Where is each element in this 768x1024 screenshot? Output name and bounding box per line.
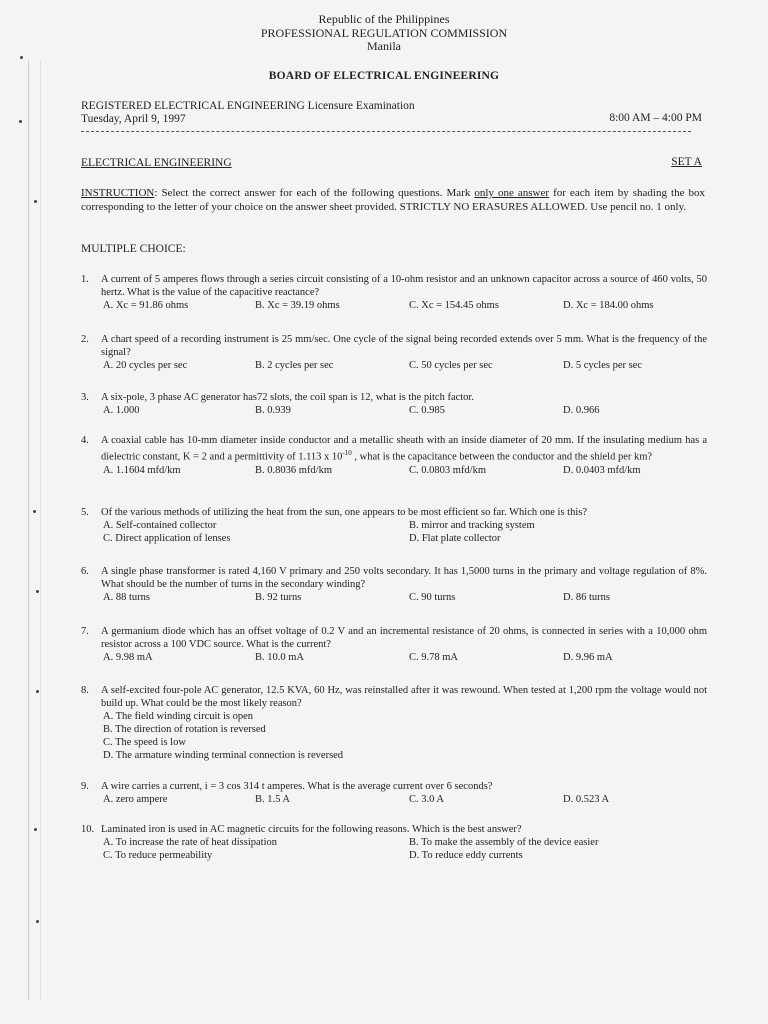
exponent: -10 <box>342 449 352 457</box>
option-d: D. 5 cycles per sec <box>563 360 643 371</box>
options <box>103 710 707 762</box>
question-3 <box>81 391 707 417</box>
punch-mark <box>36 920 39 923</box>
option-b: B. 0.8036 mfd/km <box>255 464 333 476</box>
punch-mark <box>20 56 23 59</box>
question-number: 5. <box>81 507 89 518</box>
option-b: B. mirror and tracking system <box>409 520 535 531</box>
question-1 <box>81 273 707 312</box>
option-c: C. 0.0803 mfd/km <box>409 464 487 476</box>
punch-mark <box>19 120 22 123</box>
exam-date: Tuesday, April 9, 1997 <box>81 113 186 125</box>
option-c: C. 9.78 mA <box>409 652 459 663</box>
options <box>103 359 707 372</box>
question-stem: A current of 5 amperes flows through a series circuit consisting of a 10-ohm resistor and an unknown capacitor across a source of 460 volts, 50 hertz. What is the value of the capacitive reactance? <box>101 274 707 298</box>
option-c: C. To reduce permeability <box>103 850 213 861</box>
option-b: B. To make the assembly of the device easier <box>409 837 599 848</box>
question-number: 1. <box>81 274 89 285</box>
question-stem: A germanium diode which has an offset voltage of 0.2 V and an incremental resistance of 20 ohms, is connected in series with a 10,000 ohm resistor across a 100 VDC source. What is the current? <box>101 626 707 650</box>
document-header <box>0 13 768 54</box>
option-d: D. To reduce eddy currents <box>409 850 523 861</box>
option-b: B. 1.5 A <box>255 794 291 805</box>
option-a: A. 20 cycles per sec <box>103 360 188 371</box>
question-number: 6. <box>81 566 89 577</box>
stem-text: A coaxial cable has 10-mm diameter inside conductor and a metallic sheath with an inside diameter of 20 mm. If the insulating medium has a dielectric constant, K = 2 and a permittivity of 1.113 x 10 <box>101 435 707 463</box>
section-title: MULTIPLE CHOICE: <box>81 243 186 255</box>
options <box>103 464 707 477</box>
options <box>103 299 707 312</box>
option-d: D. Flat plate collector <box>409 533 501 544</box>
instruction-text: : Select the correct answer for each of the following questions. Mark <box>154 187 475 199</box>
question-10 <box>81 823 707 862</box>
question-number: 10. <box>81 824 95 835</box>
option-c: C. Xc = 154.45 ohms <box>409 300 499 311</box>
option-c: C. 90 turns <box>409 592 456 603</box>
question-4 <box>81 434 707 477</box>
question-8 <box>81 684 707 762</box>
punch-mark <box>36 690 39 693</box>
punch-mark <box>34 200 37 203</box>
page-edge-line <box>40 60 41 1000</box>
options <box>103 519 707 545</box>
question-stem: A six-pole, 3 phase AC generator has72 slots, the coil span is 12, what is the pitch factor. <box>101 392 474 403</box>
exam-time: 8:00 AM – 4:00 PM <box>609 112 702 124</box>
option-b: B. 92 turns <box>255 592 302 603</box>
question-stem: A chart speed of a recording instrument is 25 mm/sec. One cycle of the signal being recorded extends over 5 mm. What is the frequency of the signal? <box>101 334 707 358</box>
option-d: D. 9.96 mA <box>563 652 613 663</box>
option-b: B. 2 cycles per sec <box>255 360 334 371</box>
city-line: Manila <box>367 39 401 53</box>
options <box>103 404 707 417</box>
option-d: D. 86 turns <box>563 592 610 603</box>
option-b: B. 10.0 mA <box>255 652 305 663</box>
divider <box>81 131 691 132</box>
option-a: A. The field winding circuit is open <box>103 711 253 722</box>
board-title: BOARD OF ELECTRICAL ENGINEERING <box>268 70 500 82</box>
option-b: B. 0.939 <box>255 405 291 416</box>
option-c: C. 3.0 A <box>409 794 445 805</box>
options <box>103 793 707 806</box>
option-a: A. 1.1604 mfd/km <box>103 464 181 476</box>
options <box>103 591 707 604</box>
option-d: D. Xc = 184.00 ohms <box>563 300 654 311</box>
exam-title: REGISTERED ELECTRICAL ENGINEERING Licensure Examination <box>81 100 415 112</box>
agency-line: PROFESSIONAL REGULATION COMMISSION <box>260 25 508 40</box>
option-d: D. 0.0403 mfd/km <box>563 464 641 476</box>
question-7 <box>81 625 707 664</box>
option-b: B. Xc = 39.19 ohms <box>255 300 340 311</box>
set-label: SET A <box>671 156 702 168</box>
instruction-paragraph <box>81 186 705 214</box>
subject-title: ELECTRICAL ENGINEERING <box>81 157 232 169</box>
punch-mark <box>33 510 36 513</box>
option-c: C. The speed is low <box>103 737 186 748</box>
question-6 <box>81 565 707 604</box>
punch-mark <box>36 590 39 593</box>
question-number: 2. <box>81 334 89 345</box>
question-5 <box>81 506 707 545</box>
options <box>103 836 707 862</box>
question-2 <box>81 333 707 372</box>
option-c: C. Direct application of lenses <box>103 533 231 544</box>
option-a: A. zero ampere <box>103 794 168 805</box>
question-9 <box>81 780 707 806</box>
country-line: Republic of the Philippines <box>318 12 450 26</box>
question-number: 3. <box>81 392 89 403</box>
punch-mark <box>34 828 37 831</box>
stem-text: , what is the capacitance between the conductor and the shield per km? <box>351 451 653 463</box>
instruction-label: INSTRUCTION <box>81 187 155 199</box>
option-a: A. 1.000 <box>103 405 140 416</box>
question-number: 8. <box>81 685 89 696</box>
question-stem: A single phase transformer is rated 4,160 V primary and 250 volts secondary. It has 1,5000 turns in the primary and voltage regulation of 8%. What should be the number of turns in the secondary winding? <box>101 566 707 590</box>
question-stem: Laminated iron is used in AC magnetic circuits for the following reasons. Which is the best answer? <box>101 824 522 835</box>
question-number: 7. <box>81 626 89 637</box>
option-a: A. 9.98 mA <box>103 652 153 663</box>
option-a: A. Xc = 91.86 ohms <box>103 300 189 311</box>
question-stem: Of the various methods of utilizing the heat from the sun, one appears to be most efficient so far. Which one is this? <box>101 507 587 518</box>
exam-info <box>81 100 415 126</box>
option-a: A. To increase the rate of heat dissipation <box>103 837 278 848</box>
option-c: C. 50 cycles per sec <box>409 360 493 371</box>
option-d: D. 0.966 <box>563 405 600 416</box>
instruction-text: for each item by shading the box corresponding to the letter of your choice on the answer sheet provided. STRICTLY NO ERASURES ALLOWED. Use pencil no. 1 only. <box>81 187 705 213</box>
option-a: A. Self-contained collector <box>103 520 217 531</box>
question-number: 9. <box>81 781 89 792</box>
options <box>103 651 707 664</box>
option-d: D. 0.523 A <box>563 794 610 805</box>
instruction-emphasis: only one answer <box>474 187 550 199</box>
page-edge-line <box>28 60 29 1000</box>
question-stem <box>101 434 707 464</box>
option-c: C. 0.985 <box>409 405 445 416</box>
question-stem: A wire carries a current, i = 3 cos 314 t amperes. What is the average current over 6 seconds? <box>101 781 493 792</box>
question-stem: A self-excited four-pole AC generator, 12.5 KVA, 60 Hz, was reinstalled after it was rewound. When tested at 1,200 rpm the voltage would not build up. What could be the most likely reason? <box>101 685 707 709</box>
option-b: B. The direction of rotation is reversed <box>103 724 266 735</box>
question-number: 4. <box>81 435 89 446</box>
option-d: D. The armature winding terminal connection is reversed <box>103 750 344 761</box>
option-a: A. 88 turns <box>103 592 150 603</box>
